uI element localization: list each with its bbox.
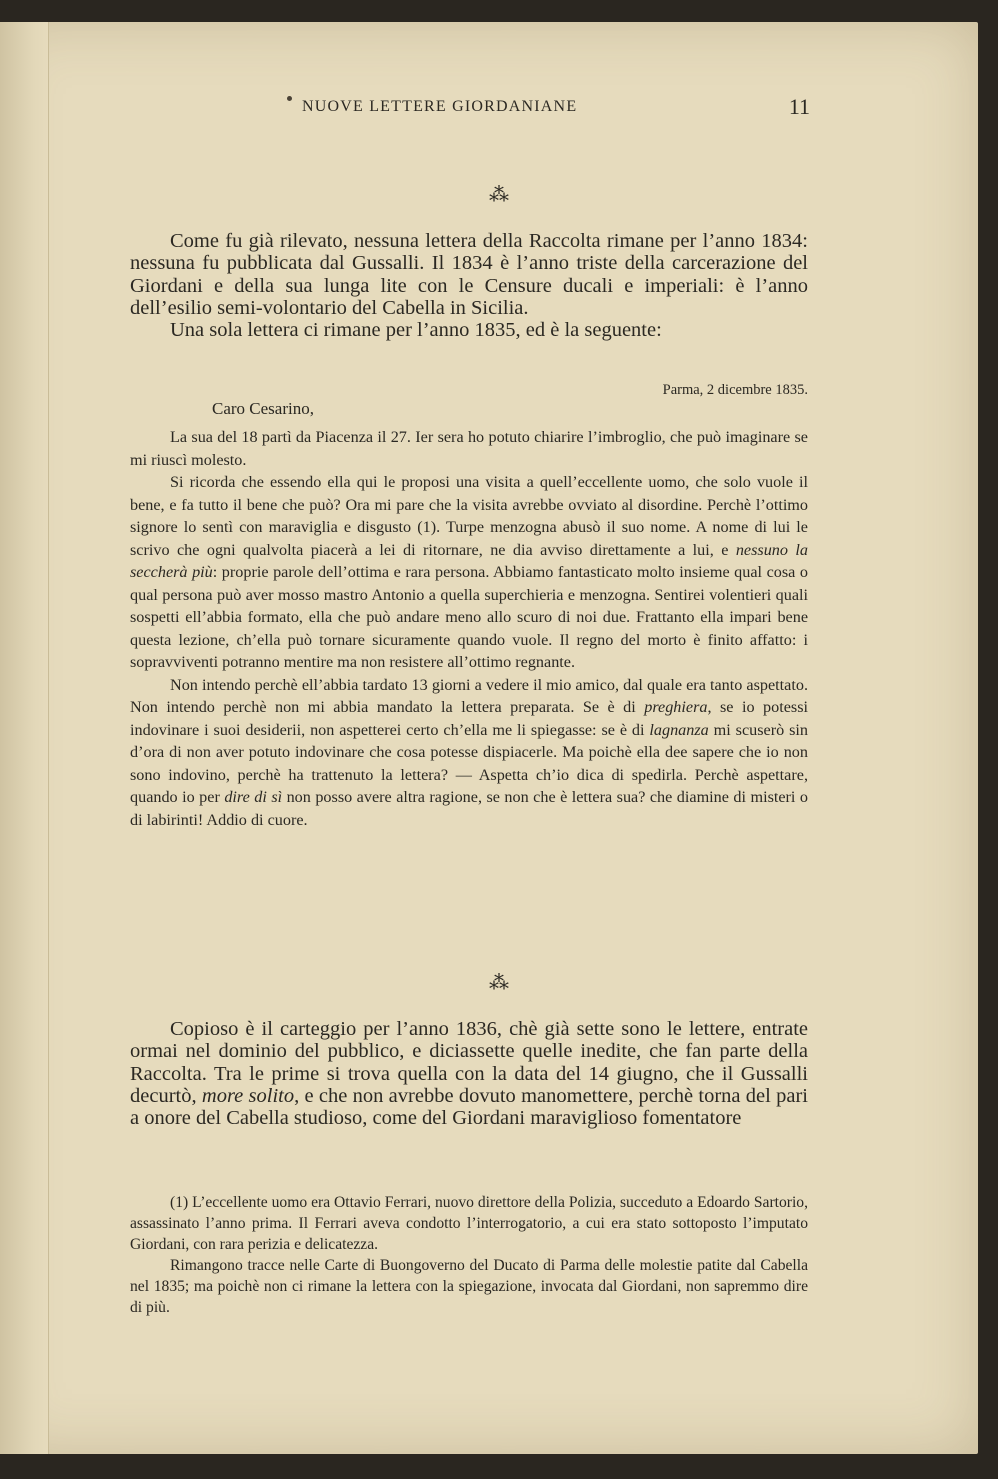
letter-salutation: Caro Cesarino, <box>212 399 314 418</box>
letter-body <box>130 426 808 831</box>
page-header <box>130 94 810 122</box>
footnotes <box>130 1192 808 1318</box>
paragraph: Copioso è il carteggio per l’anno 1836, chè già sette sono le lettere, entrate ormai nel dominio del pubblico, e diciassette quelle inedite, che fan parte della Raccolta. Tra le prime si trova quella con la data del 14 giugno, che il Gussalli decurtò, more solito, e che non avrebbe dovuto manomettere, perchè torna del pari a onore del Cabella studioso, come del Giordani maraviglioso fomentatore <box>130 1018 809 1130</box>
section-2 <box>130 1018 808 1129</box>
italic-word: lagnanza <box>649 720 709 739</box>
paragraph: Una sola lettera ci rimane per l’anno 1835, ed è la seguente: <box>170 319 662 342</box>
section-1 <box>130 230 808 341</box>
italic-phrase: dire di sì <box>224 788 283 806</box>
asterism-glyph: ⁂ <box>489 970 509 994</box>
letter-paragraph: Non intendo perchè ell’abbia tardato 13 giorni a vedere il mio amico, dal quale era tanto aspettato. Non intendo perchè non mi abbia mandato la lettera preparata. Se è di preghiera, se io potessi indovinare i suoi desiderii, non aspetterei certo ch’ella me li spiegasse: se è di lagnanza mi scuserò sin d’ora di non aver potuto indovinare che cosa potesse dispiacerle. Ma poichè ella dee sapere che io non sono indovino, perchè ha trattenuto la lettera? — Aspetta ch’io dica di spedirla. Perchè aspettare, quando io per dire di sì non posso avere altra ragione, se non che è lettera sua? che diamine di misteri o di labirinti! Addio di cuore. <box>130 675 808 829</box>
italic-phrase: more solito <box>201 1084 295 1107</box>
running-head: NUOVE LETTERE GIORDANIANE <box>302 98 578 115</box>
italic-word: preghiera <box>644 698 708 716</box>
footnote: Rimangono tracce nelle Carte di Buongoverno del Ducato di Parma delle molestie patite dal Cabella nel 1835; ma poichè non ci rimane la lettera con la spiegazione, invocata dal Giordani, non sapremmo dire di più. <box>130 1257 808 1316</box>
section-separator <box>0 970 998 994</box>
asterism-glyph: ⁂ <box>489 182 509 206</box>
footnote: (1) L’eccellente uomo era Ottavio Ferrari, nuovo direttore della Polizia, succeduto a Edoardo Sartorio, assassinato l’anno prima. Il Ferrari aveva condotto l’interrogatorio, a cui era stato sottoposto l’imputato Giordani, con rara perizia e delicatezza. <box>130 1194 808 1253</box>
letter-paragraph: La sua del 18 partì da Piacenza il 27. Ier sera ho potuto chiarire l’imbroglio, che può imaginare se mi riuscì molesto. <box>130 428 808 469</box>
italic-phrase: nessuno la seccherà più <box>130 540 808 581</box>
section-separator <box>0 182 998 206</box>
page-gutter <box>0 22 49 1454</box>
letter-paragraph: Si ricorda che essendo ella qui le proposi una visita a quell’eccellente uomo, che solo vuole il bene, e fa tutto il bene che può? Ora mi pare che la visita avrebbe ovviato al disordine. Perchè l’ottimo signore lo sentì con maraviglia e disgusto (1). Turpe menzogna abusò il suo nome. A nome di lui le scrivo che ogni qualvolta piacerà a lei di ritornare, ne dia avviso direttamente a lui, e nessuno la seccherà più: proprie parole dell’ottima e rara persona. Abbiamo fantasticato molto insieme qual cosa o qual persona può aver mosso mastro Antonio a quella superchieria e menzogna. Sentirei volentieri quali sospetti ell’abbia formato, ella che può andare meno allo scuro di noi due. Frattanto ella impari bene questa lezione, ch’ella può tornare sicuramente quando vuole. Il regno del morto è finito affatto: i sopravviventi potranno mentire ma non resistere all’ottimo regnante. <box>130 473 808 671</box>
letter-dateline: Parma, 2 dicembre 1835. <box>662 382 808 398</box>
paragraph: Come fu già rilevato, nessuna lettera della Raccolta rimane per l’anno 1834: nessuna fu pubblicata dal Gussalli. Il 1834 è l’anno triste della carcerazione del Giordani e della sua lunga lite con le Censure ducali e imperiali: è l’anno dell’esilio semi-volontario del Cabella in Sicilia. <box>130 230 808 319</box>
page-number: 11 <box>788 94 810 119</box>
